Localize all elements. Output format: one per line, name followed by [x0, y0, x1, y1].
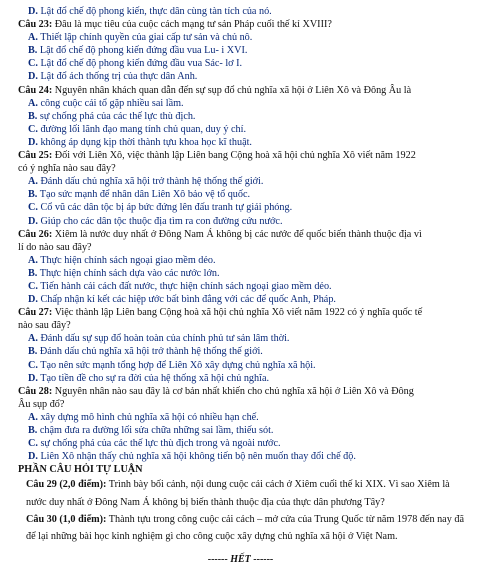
essay-text: Trình bày bối cảnh, nội dung cuộc cải cách ở Xiêm cuối thế kỉ XIX. Vì sao Xiêm là nước duy nhất ở Đông Nam Á không bị biến thành thuộc địa của thực dân phương Tây? [26, 479, 450, 508]
option-label: B. [28, 189, 38, 201]
question-25-stem [18, 149, 467, 162]
option-a [18, 332, 467, 345]
option-label: D. [28, 136, 38, 148]
question-28-stem [18, 385, 467, 398]
option-label: A. [28, 32, 38, 44]
question-26-stem [18, 228, 467, 241]
essay-text: Thành tựu trong công cuộc cải cách – mở cửa của Trung Quốc từ năm 1978 đến nay đã để lại những bài học kinh nghiệm gì cho công cuộc xây dựng chủ nghĩa xã hội ở Việt Nam. [26, 513, 464, 543]
option-label: D. [28, 71, 38, 83]
essay-section-title: PHẦN CÂU HỎI TỰ LUẬN [18, 464, 143, 476]
option-label: A. [28, 411, 38, 423]
option-text: Liên Xô nhận thấy chủ nghĩa xã hội không tiến bộ nên muốn thay đổi chế độ. [40, 451, 356, 463]
question-number: Câu 24: [18, 84, 53, 96]
option-label: C. [28, 58, 38, 70]
option-text: chậm đưa ra đường lối sửa chữa những sai lầm, thiếu sót. [39, 425, 274, 436]
question-number: Câu 26: [18, 228, 53, 240]
option-label: A. [28, 176, 38, 188]
option-text: công cuộc cải tổ gặp nhiều sai lầm. [40, 97, 184, 109]
question-text-cont: có ý nghĩa nào sau đây? [18, 163, 116, 175]
option-d [18, 136, 467, 149]
question-text-cont: nào sau đây? [18, 320, 71, 332]
option-b [18, 345, 467, 358]
option-label: B. [28, 346, 38, 358]
option-text: Lật đổ chế độ phong kiến, thực dân cùng tàn tích của nó. [40, 6, 272, 17]
exam-content [18, 5, 467, 546]
option-label: C. [28, 123, 38, 135]
option-label: D. [28, 6, 38, 17]
question-number: Câu 23: [18, 19, 53, 31]
option-text: đường lối lãnh đạo mang tính chủ quan, duy ý chí. [40, 123, 247, 135]
option-c [18, 437, 467, 450]
option-label: C. [28, 202, 38, 214]
option-text: Đánh dấu sự sụp đổ hoàn toàn của chính phủ tư sản lâm thời. [40, 333, 290, 345]
end-dash-right: ------ [253, 554, 274, 565]
option-text: Thực hiện chính sách ngoại giao mềm dẻo. [40, 254, 216, 266]
option-c [18, 280, 467, 293]
option-c [18, 201, 467, 214]
option-a [18, 411, 467, 424]
option-label: A. [28, 333, 38, 345]
option-text: sự chống phá của các thế lực thù địch. [39, 110, 196, 122]
option-text: không áp dụng kịp thời thành tựu khoa học kĩ thuật. [40, 136, 252, 148]
question-text: Nguyên nhân nào sau đây là cơ bản nhất khiến cho chủ nghĩa xã hội ở Liên Xô và Đông [54, 385, 414, 397]
question-text-cont: Âu sụp đổ? [18, 398, 65, 410]
option-b [18, 188, 467, 201]
question-number: Câu 27: [18, 307, 53, 319]
option-text: Đánh dấu chủ nghĩa xã hội trở thành hệ thống thế giới. [40, 176, 264, 188]
option-c [18, 57, 467, 70]
question-text: Xiêm là nước duy nhất ở Đông Nam Á không bị các nước để quốc biến thành thuộc địa vì [54, 228, 422, 240]
option-text: Chấp nhận kí kết các hiệp ước bất bình đẳng với các để quốc Anh, Pháp. [40, 294, 336, 306]
option-text: Tạo sức mạnh để nhân dân Liên Xô bảo vệ tổ quốc. [39, 189, 251, 201]
question-24-stem [18, 84, 467, 97]
option-text: xây dựng mô hình chủ nghĩa xã hội có nhiều hạn chế. [40, 411, 259, 423]
option-label: C. [28, 280, 38, 292]
option-d [18, 372, 467, 385]
question-text: Việc thành lập Liên bang Cộng hoà xã hội chủ nghĩa Xô viết năm 1922 có ý nghĩa quốc tế [54, 307, 423, 319]
option-b [18, 44, 467, 57]
question-text: Đối với Liên Xô, việc thành lập Liên bang Cộng hoà xã hội chủ nghĩa Xô viết năm 1922 [54, 150, 416, 162]
essay-question-29 [18, 476, 467, 511]
option-label: D. [28, 294, 38, 306]
option-b [18, 267, 467, 280]
option-label: C. [28, 359, 38, 371]
option-text: sự chống phá của các thế lực thù địch trong và ngoài nước. [40, 438, 281, 450]
option-d [18, 70, 467, 83]
option-c [18, 123, 467, 136]
option-b [18, 110, 467, 123]
end-word: HẾT [230, 554, 251, 565]
essay-number: Câu 30 (1,0 điểm): [26, 513, 107, 525]
option-text: Thiết lập chính quyền của giai cấp tư sản và chủ nô. [40, 32, 253, 44]
end-marker [0, 554, 481, 565]
question-number: Câu 25: [18, 150, 53, 162]
option-label: B. [28, 425, 38, 436]
option-a [18, 31, 467, 44]
option-text: Lật đổ chế độ phong kiến đứng đầu vua Sác- lơ I. [40, 58, 243, 70]
option-label: B. [28, 267, 38, 279]
option-a [18, 254, 467, 267]
end-dash-left: ------ [207, 554, 228, 565]
essay-question-30 [18, 511, 467, 546]
option-a [18, 97, 467, 110]
option-text: Tạo tiền đề cho sự ra đời của hệ thống xã hội chủ nghĩa. [40, 372, 270, 384]
option-label: D. [28, 451, 38, 463]
option-d [18, 450, 467, 463]
option-label: D. [28, 372, 38, 384]
question-number: Câu 28: [18, 385, 53, 397]
option-text: Tạo nên sức mạnh tổng hợp để Liên Xô xây dựng chủ nghĩa xã hội. [40, 359, 316, 371]
question-text: Nguyên nhân khách quan dẫn đến sự sụp đổ chủ nghĩa xã hội ở Liên Xô và Đông Âu là [54, 84, 412, 96]
option-text: Thực hiện chính sách dựa vào các nước lớn. [39, 267, 220, 279]
option-label: B. [28, 110, 38, 122]
essay-number: Câu 29 (2,0 điểm): [26, 479, 107, 491]
option-text: Lật đổ ách thống trị của thực dân Anh. [40, 71, 198, 83]
option-text: Đánh dấu chủ nghĩa xã hội trở thành hệ thống thế giới. [39, 346, 263, 358]
question-text-cont: lí do nào sau đây? [18, 241, 92, 253]
option-label: D. [28, 215, 38, 227]
option-b [18, 424, 467, 437]
option-a [18, 175, 467, 188]
option-d [18, 215, 467, 228]
option-text: Cổ vũ các dân tộc bị áp bức đứng lên đấu tranh tự giải phóng. [40, 202, 293, 214]
option-d-prev [18, 5, 467, 18]
question-27-stem [18, 306, 467, 319]
question-text: Đâu là mục tiêu của cuộc cách mạng tư sản Pháp cuối thế kỉ XVIII? [54, 19, 332, 31]
option-text: Giúp cho các dân tộc thuộc địa tìm ra con đường cứu nước. [40, 215, 283, 227]
option-label: B. [28, 45, 38, 57]
option-text: Lật đổ chế độ phong kiến đứng đầu vua Lu- i XVI. [39, 45, 248, 57]
option-label: A. [28, 254, 38, 266]
question-23-stem [18, 18, 467, 31]
option-text: Tiến hành cải cách đất nước, thực hiện chính sách ngoại giao mềm dẻo. [40, 280, 332, 292]
option-d [18, 293, 467, 306]
option-label: C. [28, 438, 38, 450]
option-label: A. [28, 97, 38, 109]
option-c [18, 359, 467, 372]
